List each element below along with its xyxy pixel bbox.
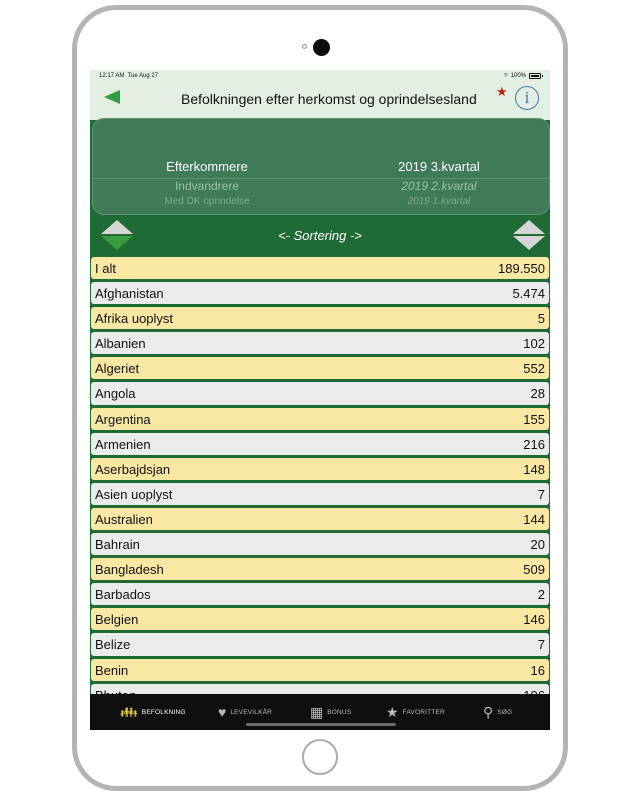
table-row[interactable] [90, 557, 550, 582]
population-count: 16 [530, 662, 545, 678]
back-button[interactable] [104, 88, 124, 106]
wifi-icon: ▿ [504, 72, 508, 79]
sort-label[interactable]: <- Sortering -> [278, 228, 362, 243]
front-camera [313, 39, 330, 56]
country-name: Belize [95, 637, 131, 653]
country-name: Angola [95, 386, 136, 402]
country-name: Australien [95, 511, 153, 527]
country-name: I alt [95, 261, 116, 276]
population-count: 28 [530, 386, 545, 402]
table-row[interactable] [90, 632, 550, 657]
table-row[interactable] [90, 432, 550, 457]
population-count: 155 [523, 411, 545, 427]
row-background [91, 533, 549, 555]
population-count: 7 [537, 486, 545, 502]
sort-down-icon [513, 236, 545, 250]
population-count: 5 [537, 311, 545, 327]
population-count: 2 [537, 587, 545, 603]
country-name: Armenien [95, 436, 151, 452]
table-row[interactable] [90, 256, 550, 281]
picker-row-option[interactable] [93, 179, 549, 197]
tab-label: FAVORITTER [402, 708, 445, 716]
country-name: Aserbajdsjan [95, 461, 171, 477]
picker-period-selected[interactable]: 2019 3.kvartal [398, 159, 480, 174]
country-name: Bahrain [95, 537, 140, 553]
country-name: Argentina [95, 411, 151, 427]
status-time-date [99, 73, 158, 79]
row-background [91, 382, 549, 404]
people-icon: 👪︎ [120, 703, 138, 720]
battery-icon [529, 73, 541, 79]
row-background [91, 332, 549, 354]
battery-percent: 100% [510, 73, 526, 79]
status-bar [90, 70, 550, 82]
sort-name-button[interactable] [100, 218, 134, 254]
tab-label: SØG [497, 708, 513, 716]
population-count: 144 [523, 511, 545, 527]
table-row[interactable] [90, 407, 550, 432]
table-row[interactable] [90, 658, 550, 683]
row-background [91, 583, 549, 605]
picker-row-selected[interactable] [93, 159, 549, 177]
star-icon: ★ [386, 703, 399, 720]
population-count: 5.474 [512, 286, 545, 302]
population-table[interactable] [90, 256, 550, 694]
info-button[interactable] [515, 86, 539, 110]
row-background [91, 408, 549, 430]
status-indicators [504, 73, 541, 79]
tab-befolkning[interactable] [120, 694, 186, 730]
row-background [91, 357, 549, 379]
table-row[interactable] [90, 582, 550, 607]
table-row[interactable] [90, 507, 550, 532]
sort-down-icon [101, 236, 133, 250]
population-count: 102 [523, 336, 545, 352]
picker-category-selected[interactable]: Efterkommere [166, 159, 248, 174]
population-count: 146 [523, 612, 545, 628]
search-icon: ⚲ [483, 703, 494, 720]
status-date: Tue Aug 27 [127, 73, 159, 79]
info-icon: i [524, 88, 530, 107]
table-row[interactable] [90, 482, 550, 507]
gift-icon: ▦ [310, 703, 324, 720]
table-row[interactable] [90, 607, 550, 632]
population-count: 189.550 [498, 261, 545, 276]
home-indicator [246, 723, 396, 726]
table-row[interactable] [90, 381, 550, 406]
back-arrow-icon [104, 90, 120, 104]
population-count: 216 [523, 436, 545, 452]
country-name: Afghanistan [95, 286, 164, 302]
sort-up-icon [101, 220, 133, 234]
row-background [91, 433, 549, 455]
app-screen [90, 70, 550, 730]
population-count: 509 [523, 562, 545, 578]
tab-bar [90, 694, 550, 730]
tab-sog[interactable] [483, 694, 512, 730]
population-count: 148 [523, 461, 545, 477]
table-row[interactable] [90, 306, 550, 331]
country-name: Benin [95, 662, 129, 678]
row-background [91, 659, 549, 681]
table-row[interactable] [90, 281, 550, 306]
population-count: 20 [530, 537, 545, 553]
row-background [91, 257, 549, 279]
sort-up-icon [513, 220, 545, 234]
picker-period-option[interactable]: 2019 1.kvartal [407, 196, 471, 207]
tab-label: BEFOLKNING [141, 708, 186, 716]
heart-hand-icon: ♥ [218, 704, 227, 720]
country-name: Barbados [95, 587, 151, 603]
country-name: Bangladesh [95, 562, 164, 578]
picker-period-option[interactable]: 2019 2.kvartal [401, 179, 477, 193]
table-row[interactable] [90, 356, 550, 381]
picker-row-option[interactable] [93, 196, 549, 214]
page-title: Befolkningen efter herkomst og oprindelsesland [181, 91, 477, 107]
country-name: Asien uoplyst [95, 486, 173, 502]
picker-category-option[interactable]: Med DK oprindelse [164, 196, 250, 207]
table-row[interactable] [90, 532, 550, 557]
table-row[interactable] [90, 331, 550, 356]
country-name: Belgien [95, 612, 139, 628]
tab-label: LEVEVILKÅR [230, 708, 273, 716]
status-time: 12:17 AM [99, 73, 125, 79]
country-name: Algeriet [95, 361, 140, 377]
population-count: 7 [537, 637, 545, 653]
home-button[interactable] [302, 739, 338, 775]
row-background [91, 508, 549, 530]
category-period-picker[interactable] [92, 118, 550, 215]
tab-label: BONUS [327, 708, 352, 716]
table-row[interactable] [90, 457, 550, 482]
row-background [91, 608, 549, 630]
country-name: Albanien [95, 336, 146, 352]
navigation-bar [90, 82, 550, 120]
population-count: 552 [523, 361, 545, 377]
sort-value-button[interactable] [512, 218, 546, 254]
sensor-dot [302, 44, 307, 49]
favorite-star-icon[interactable]: ★ [496, 84, 508, 99]
country-name: Afrika uoplyst [95, 311, 174, 327]
picker-category-option[interactable]: Indvandrere [174, 179, 240, 193]
row-background [91, 633, 549, 655]
